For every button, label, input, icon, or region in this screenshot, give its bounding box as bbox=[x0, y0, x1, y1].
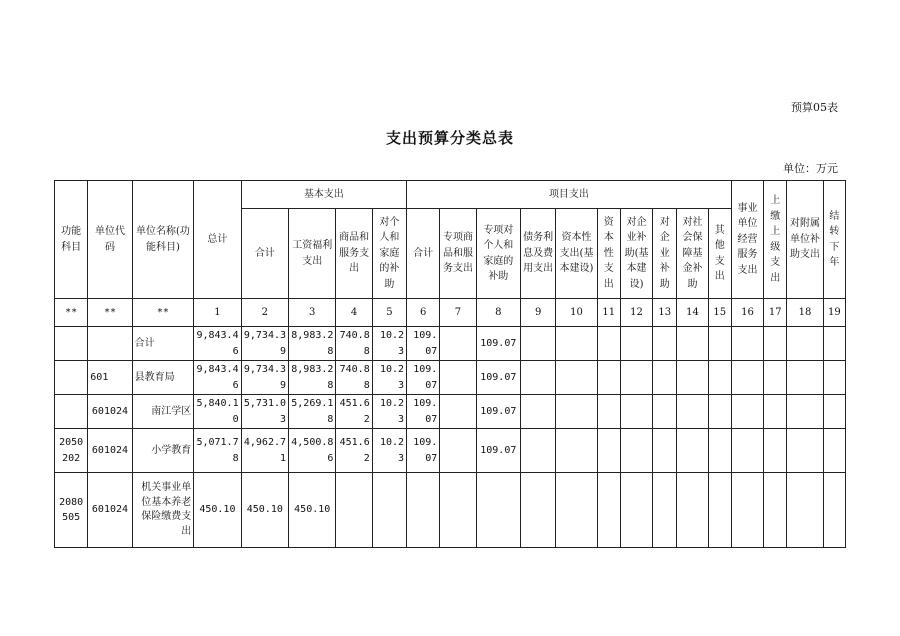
project-goods-cell bbox=[440, 327, 476, 361]
header-basic-3: 商品和服务支出 bbox=[336, 209, 372, 299]
total-cell: 5,840.10 bbox=[194, 395, 241, 429]
header-basic-2: 工资福利支出 bbox=[289, 209, 336, 299]
basic-sum-cell: 4,962.71 bbox=[241, 429, 288, 473]
header-project-group: 项目支出 bbox=[407, 181, 732, 209]
project-goods-cell bbox=[440, 429, 476, 473]
index-cell: 6 bbox=[407, 299, 440, 327]
func-code-cell bbox=[55, 361, 88, 395]
basic-person-cell: 10.23 bbox=[372, 327, 406, 361]
unit-name-cell: 南江学区 bbox=[132, 395, 194, 429]
unit-code-cell: 601024 bbox=[88, 429, 132, 473]
unit-name-cell: 县教育局 bbox=[132, 361, 194, 395]
basic-person-cell: 10.23 bbox=[372, 395, 406, 429]
header-tail-2: 上缴上级支出 bbox=[764, 181, 787, 299]
header-func-code: 功能科目 bbox=[55, 181, 88, 299]
header-project-9: 对社会保障基金补助 bbox=[677, 209, 708, 299]
header-project-8: 对企业补助 bbox=[653, 209, 677, 299]
project-goods-cell bbox=[440, 361, 476, 395]
project-goods-cell bbox=[440, 395, 476, 429]
index-cell: 3 bbox=[289, 299, 336, 327]
project-person-cell: 109.07 bbox=[476, 361, 520, 395]
index-cell: 5 bbox=[372, 299, 406, 327]
basic-sum-cell: 9,734.39 bbox=[241, 361, 288, 395]
index-row bbox=[55, 299, 846, 327]
basic-goods-cell: 451.62 bbox=[336, 395, 372, 429]
table-row bbox=[55, 361, 846, 395]
unit-code-cell: 601 bbox=[88, 361, 132, 395]
basic-sum-cell: 450.10 bbox=[241, 473, 288, 548]
header-tail-4: 结转下年 bbox=[823, 181, 845, 299]
header-tail-3: 对附属单位补助支出 bbox=[787, 181, 823, 299]
header-unit-code: 单位代码 bbox=[88, 181, 132, 299]
project-sum-cell: 109.07 bbox=[407, 361, 440, 395]
header-project-7: 对企业补助(基本建设) bbox=[620, 209, 652, 299]
project-person-cell: 109.07 bbox=[476, 429, 520, 473]
basic-wage-cell: 8,983.28 bbox=[289, 361, 336, 395]
header-total: 总计 bbox=[194, 181, 241, 299]
index-cell: 16 bbox=[731, 299, 763, 327]
header-basic-1: 合计 bbox=[241, 209, 288, 299]
unit-code-cell: 601024 bbox=[88, 395, 132, 429]
header-project-2: 专项商品和服务支出 bbox=[440, 209, 476, 299]
func-code-cell: 2050202 bbox=[55, 429, 88, 473]
index-cell: 19 bbox=[823, 299, 845, 327]
header-tail-1: 事业单位经营服务支出 bbox=[731, 181, 763, 299]
index-cell: ** bbox=[88, 299, 132, 327]
table-code-label: 预算05表 bbox=[791, 101, 838, 114]
total-cell: 5,071.78 bbox=[194, 429, 241, 473]
header-row-groups bbox=[55, 181, 846, 209]
func-code-cell bbox=[55, 327, 88, 361]
index-cell: 13 bbox=[653, 299, 677, 327]
table-row bbox=[55, 395, 846, 429]
index-cell: ** bbox=[55, 299, 88, 327]
project-sum-cell: 109.07 bbox=[407, 327, 440, 361]
basic-wage-cell: 450.10 bbox=[289, 473, 336, 548]
header-project-5: 资本性支出(基本建设) bbox=[556, 209, 597, 299]
index-cell: 14 bbox=[677, 299, 708, 327]
budget-table bbox=[54, 180, 846, 548]
basic-person-cell bbox=[372, 473, 406, 548]
func-code-cell: 2080505 bbox=[55, 473, 88, 548]
basic-wage-cell: 5,269.18 bbox=[289, 395, 336, 429]
index-cell: 8 bbox=[476, 299, 520, 327]
index-cell: 7 bbox=[440, 299, 476, 327]
unit-label: 单位：万元 bbox=[783, 162, 838, 175]
project-sum-cell: 109.07 bbox=[407, 395, 440, 429]
table-row bbox=[55, 327, 846, 361]
index-cell: 1 bbox=[194, 299, 241, 327]
unit-code-cell: 601024 bbox=[88, 473, 132, 548]
header-basic-group: 基本支出 bbox=[241, 181, 406, 209]
func-code-cell bbox=[55, 395, 88, 429]
index-cell: 9 bbox=[521, 299, 556, 327]
project-person-cell bbox=[476, 473, 520, 548]
index-cell: 17 bbox=[764, 299, 787, 327]
basic-person-cell: 10.23 bbox=[372, 361, 406, 395]
basic-goods-cell: 740.88 bbox=[336, 361, 372, 395]
header-project-10: 其他支出 bbox=[708, 209, 731, 299]
total-cell: 9,843.46 bbox=[194, 361, 241, 395]
unit-name-cell: 小学教育 bbox=[132, 429, 194, 473]
total-cell: 450.10 bbox=[194, 473, 241, 548]
index-cell: 15 bbox=[708, 299, 731, 327]
index-cell: 10 bbox=[556, 299, 597, 327]
project-person-cell: 109.07 bbox=[476, 327, 520, 361]
header-project-6: 资本性支出 bbox=[597, 209, 620, 299]
project-person-cell: 109.07 bbox=[476, 395, 520, 429]
unit-name-cell: 机关事业单位基本养老保险缴费支出 bbox=[132, 473, 194, 548]
project-goods-cell bbox=[440, 473, 476, 548]
basic-goods-cell bbox=[336, 473, 372, 548]
index-cell: 12 bbox=[620, 299, 652, 327]
header-basic-4: 对个人和家庭的补助 bbox=[372, 209, 406, 299]
index-cell: 2 bbox=[241, 299, 288, 327]
basic-sum-cell: 9,734.39 bbox=[241, 327, 288, 361]
header-unit-name: 单位名称(功能科目) bbox=[132, 181, 194, 299]
total-cell: 9,843.46 bbox=[194, 327, 241, 361]
basic-wage-cell: 8,983.28 bbox=[289, 327, 336, 361]
basic-goods-cell: 740.88 bbox=[336, 327, 372, 361]
header-project-3: 专项对个人和家庭的补助 bbox=[476, 209, 520, 299]
basic-wage-cell: 4,500.86 bbox=[289, 429, 336, 473]
page-title: 支出预算分类总表 bbox=[385, 129, 514, 147]
basic-person-cell: 10.23 bbox=[372, 429, 406, 473]
table-row bbox=[55, 473, 846, 548]
project-sum-cell: 109.07 bbox=[407, 429, 440, 473]
unit-code-cell bbox=[88, 327, 132, 361]
header-project-1: 合计 bbox=[407, 209, 440, 299]
header-project-4: 债务利息及费用支出 bbox=[521, 209, 556, 299]
basic-goods-cell: 451.62 bbox=[336, 429, 372, 473]
index-cell: 18 bbox=[787, 299, 823, 327]
index-cell: 11 bbox=[597, 299, 620, 327]
project-sum-cell bbox=[407, 473, 440, 548]
unit-name-cell: 合计 bbox=[132, 327, 194, 361]
index-cell: 4 bbox=[336, 299, 372, 327]
index-cell: ** bbox=[132, 299, 194, 327]
table-row bbox=[55, 429, 846, 473]
basic-sum-cell: 5,731.03 bbox=[241, 395, 288, 429]
